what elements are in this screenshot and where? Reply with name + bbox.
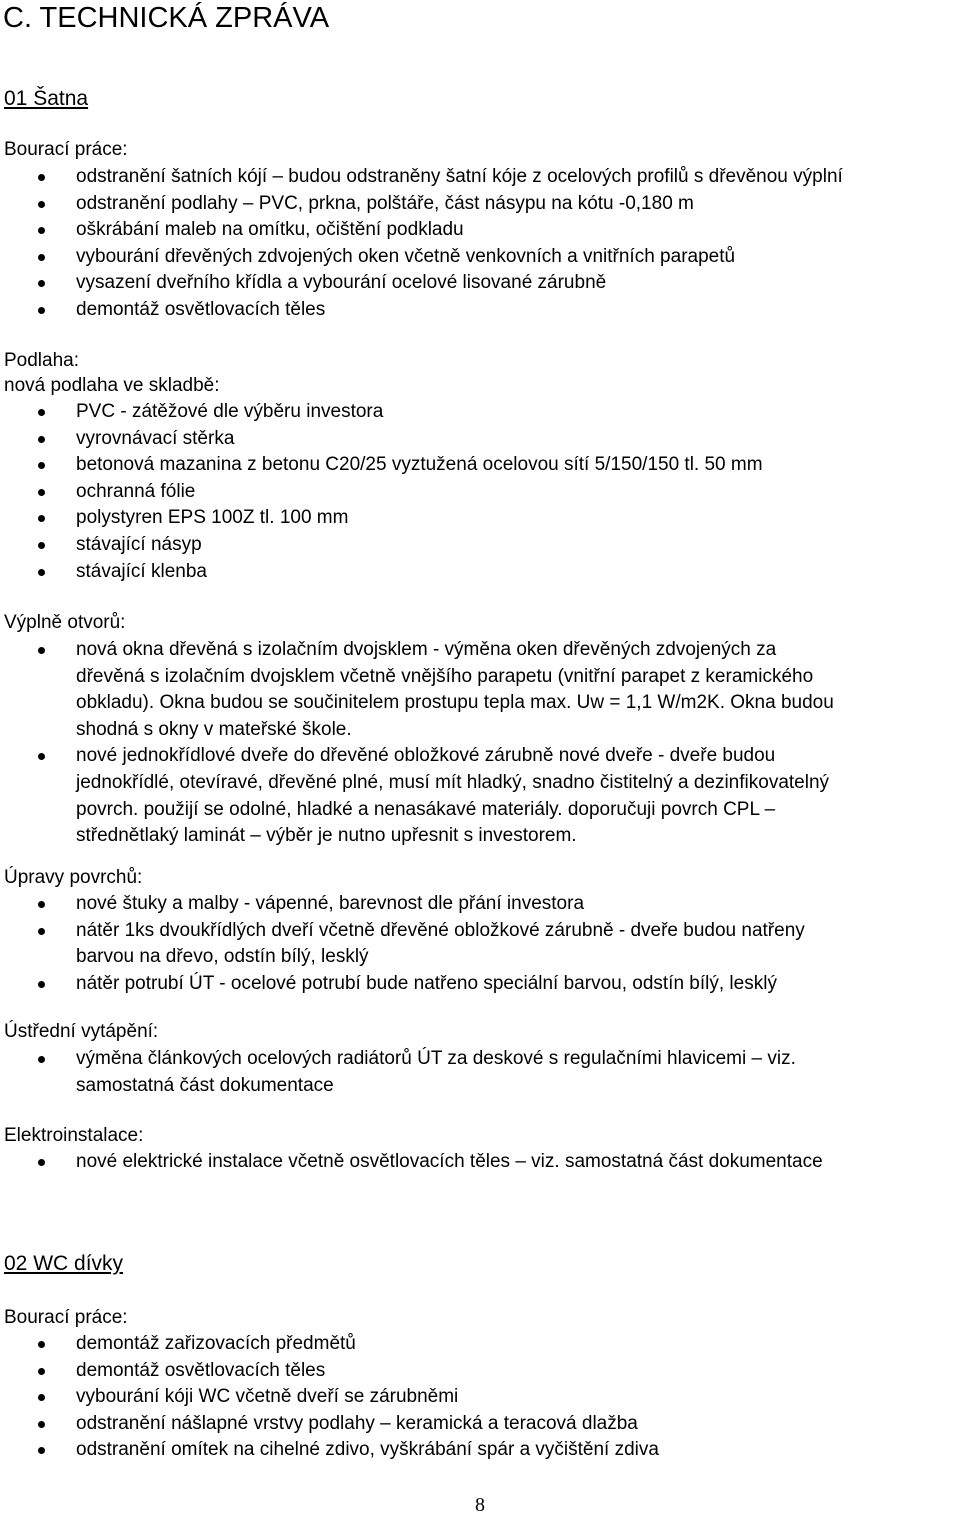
list-item-text: barvou na dřevo, odstín bílý, lesklý xyxy=(76,946,369,968)
bullet-icon xyxy=(38,1159,45,1166)
list-item xyxy=(0,1384,960,1411)
bullet-icon xyxy=(38,436,45,443)
list-item-text: polystyren EPS 100Z tl. 100 mm xyxy=(76,507,349,529)
list-item xyxy=(0,971,960,998)
list-item xyxy=(0,452,960,479)
list-item-text: demontáž osvětlovacích těles xyxy=(76,1359,326,1381)
list-item-text: odstranění omítek na cihelné zdivo, vyškrábání spár a vyčištění zdiva xyxy=(76,1439,659,1461)
list-item-text: PVC - zátěžové dle výběru investora xyxy=(76,401,384,422)
bullet-icon xyxy=(38,753,45,760)
list-item xyxy=(0,918,960,971)
list-item-text: výměna článkových ocelových radiátorů ÚT za deskové s regulačními hlavicemi – viz. xyxy=(76,1048,796,1069)
bullet-list xyxy=(0,891,960,997)
bullet-list xyxy=(0,164,960,324)
list-item xyxy=(0,1411,960,1438)
section-title: 02 WC dívky xyxy=(4,1252,124,1275)
bullet-list xyxy=(0,1331,960,1464)
list-item-text: ochranná fólie xyxy=(76,480,196,502)
list-item-text: nové štuky a malby - vápenné, barevnost dle přání investora xyxy=(76,893,585,914)
list-item-text: nátěr potrubí ÚT - ocelové potrubí bude natřeno speciální barvou, odstín bílý, lesklý xyxy=(76,972,777,994)
list-item-text: povrch. použijí se odolné, hladké a nenasákavé materiály. doporučuji povrch CPL – xyxy=(76,798,776,820)
list-item-text: odstranění podlahy – PVC, prkna, polštáře, část násypu na kótu -0,180 m xyxy=(76,192,694,214)
group-heading: Podlaha: xyxy=(4,350,80,371)
bullet-list xyxy=(0,399,960,585)
list-item-text: jednokřídlé, otevíravé, dřevěné plné, musí mít hladký, snadno čistitelný a dezinfikovatelný xyxy=(76,771,830,793)
list-item-text: betonová mazanina z betonu C20/25 vyztužená ocelovou sítí 5/150/150 tl. 50 mm xyxy=(76,454,763,476)
list-item-text: stávající násyp xyxy=(76,533,202,555)
list-item-text: dřevěná s izolačním dvojsklem včetně vnějšího parapetu (vnitřní parapet z keramického xyxy=(76,665,814,687)
list-item-text: shodná s okny v mateřské škole. xyxy=(76,718,352,740)
bullet-icon xyxy=(38,227,45,234)
bullet-icon xyxy=(38,1421,45,1428)
bullet-icon xyxy=(38,1341,45,1348)
list-item xyxy=(0,1331,960,1358)
list-item xyxy=(0,426,960,453)
list-item-text: nové jednokřídlové dveře do dřevěné obložkové zárubně nové dveře - dveře budou xyxy=(76,745,776,767)
list-item xyxy=(0,164,960,191)
list-item xyxy=(0,244,960,271)
list-item-text: střednětlaký laminát – výběr je nutno upřesnit s investorem. xyxy=(76,825,577,847)
page-number: 8 xyxy=(475,1494,485,1516)
bullet-icon xyxy=(38,201,45,208)
group-heading: Ústřední vytápění: xyxy=(4,1021,159,1042)
bullet-icon xyxy=(38,981,45,988)
bullet-icon xyxy=(38,1056,45,1063)
list-item xyxy=(0,1437,960,1464)
bullet-icon xyxy=(38,1394,45,1401)
bullet-list xyxy=(0,1149,960,1176)
list-item-text: nové elektrické instalace včetně osvětlovacích těles – viz. samostatná část dokumentace xyxy=(76,1151,823,1172)
list-item-text: odstranění nášlapné vrstvy podlahy – keramická a teracová dlažba xyxy=(76,1412,638,1434)
list-item-text: odstranění šatních kójí – budou odstraněny šatní kóje z ocelových profilů s dřevěnou výplní xyxy=(76,166,843,187)
bullet-icon xyxy=(38,515,45,522)
bullet-icon xyxy=(38,901,45,908)
list-item-text: vysazení dveřního křídla a vybourání ocelové lisované zárubně xyxy=(76,272,607,294)
list-item xyxy=(0,559,960,586)
list-item xyxy=(0,891,960,918)
bullet-list xyxy=(0,637,960,850)
group-heading: Elektroinstalace: xyxy=(4,1125,144,1146)
bullet-icon xyxy=(38,1368,45,1375)
list-item-text: vyrovnávací stěrka xyxy=(76,427,235,449)
bullet-icon xyxy=(38,174,45,181)
list-item-text: nátěr 1ks dvoukřídlých dveří včetně dřevěné obložkové zárubně - dveře budou natřeny xyxy=(76,919,805,941)
list-item xyxy=(0,191,960,218)
list-item xyxy=(0,1358,960,1385)
list-item-text: oškrábání maleb na omítku, očištění podkladu xyxy=(76,219,464,241)
bullet-icon xyxy=(38,569,45,576)
group-heading: Bourací práce: xyxy=(4,1307,128,1328)
bullet-icon xyxy=(38,280,45,287)
list-item-text: vybourání dřevěných zdvojených oken včetně venkovních a vnitřních parapetů xyxy=(76,245,736,267)
list-item xyxy=(0,399,960,426)
list-item-text: demontáž osvětlovacích těles xyxy=(76,298,326,320)
list-item xyxy=(0,1046,960,1099)
bullet-icon xyxy=(38,254,45,261)
list-item xyxy=(0,297,960,324)
bullet-icon xyxy=(38,928,45,935)
list-item xyxy=(0,743,960,849)
group-intro: nová podlaha ve skladbě: xyxy=(4,375,220,396)
group-heading: Bourací práce: xyxy=(4,139,128,160)
list-item-text: stávající klenba xyxy=(76,560,207,582)
bullet-icon xyxy=(38,462,45,469)
list-item xyxy=(0,479,960,506)
bullet-icon xyxy=(38,1447,45,1454)
bullet-icon xyxy=(38,409,45,416)
list-item xyxy=(0,1149,960,1176)
bullet-icon xyxy=(38,647,45,654)
list-item-text: demontáž zařizovacích předmětů xyxy=(76,1333,356,1354)
bullet-icon xyxy=(38,307,45,314)
section-title: 01 Šatna xyxy=(4,87,89,110)
list-item-text: samostatná část dokumentace xyxy=(76,1074,334,1096)
list-item-text: nová okna dřevěná s izolačním dvojsklem - výměna oken dřevěných zdvojených za xyxy=(76,639,777,660)
document-title: C. TECHNICKÁ ZPRÁVA xyxy=(3,2,330,34)
list-item-text: obkladu). Okna budou se součinitelem prostupu tepla max. Uw = 1,1 W/m2K. Okna budou xyxy=(76,692,834,714)
list-item xyxy=(0,532,960,559)
group-heading: Výplně otvorů: xyxy=(4,612,126,633)
bullet-icon xyxy=(38,489,45,496)
list-item xyxy=(0,505,960,532)
list-item-text: vybourání kóji WC včetně dveří se zárubněmi xyxy=(76,1386,459,1408)
bullet-list xyxy=(0,1046,960,1099)
list-item xyxy=(0,270,960,297)
group-heading: Úpravy povrchů: xyxy=(4,867,143,888)
list-item xyxy=(0,217,960,244)
bullet-icon xyxy=(38,542,45,549)
list-item xyxy=(0,637,960,743)
